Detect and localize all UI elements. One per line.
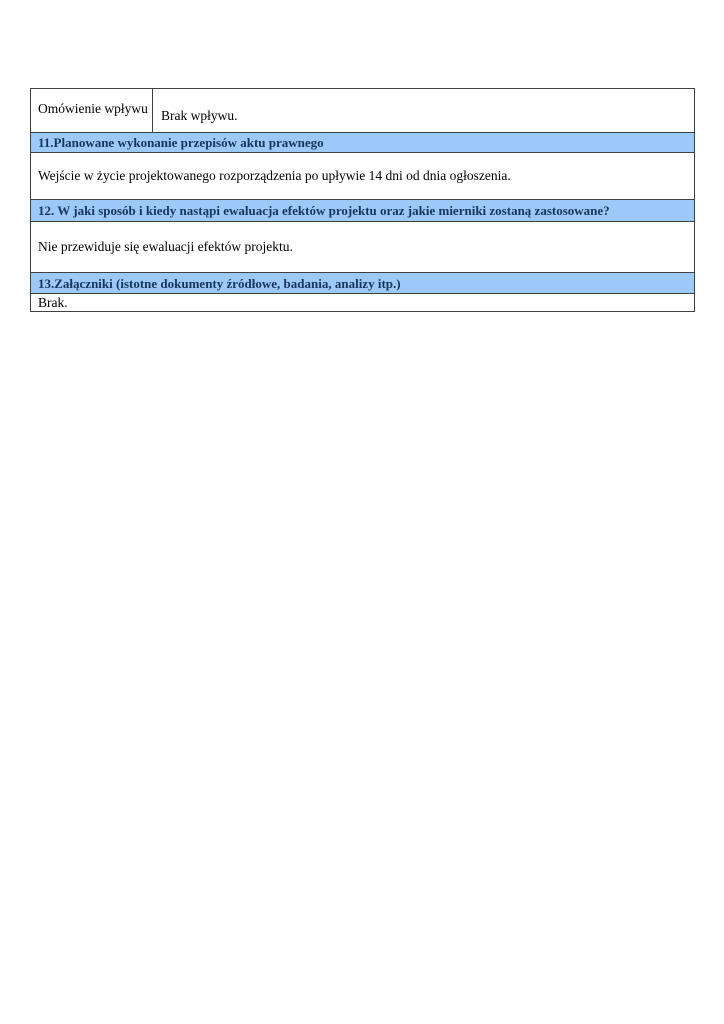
section-11-header [31, 132, 694, 152]
impact-label: Omówienie wpływu [38, 101, 148, 116]
section-11-body-text: Wejście w życie projektowanego rozporządzenia po upływie 14 dni od dnia ogłoszenia. [38, 168, 511, 183]
section-11-body [31, 152, 694, 199]
impact-discussion-row [31, 89, 694, 132]
section-13-body-text: Brak. [38, 295, 68, 310]
section-12-header [31, 199, 694, 221]
impact-value-cell [153, 89, 694, 132]
section-12-header-text: 12. W jaki sposób i kiedy nastąpi ewaluacja efektów projektu oraz jakie mierniki zostaną zastosowane? [38, 203, 610, 218]
section-12-body [31, 221, 694, 272]
section-12-body-text: Nie przewiduje się ewaluacji efektów projektu. [38, 239, 293, 254]
section-13-body [31, 293, 694, 311]
section-11-header-text: 11.Planowane wykonanie przepisów aktu prawnego [38, 135, 324, 150]
section-13-header-text: 13.Załączniki (istotne dokumenty źródłowe, badania, analizy itp.) [38, 275, 401, 291]
section-13-header [31, 272, 694, 293]
impact-label-cell [31, 89, 153, 132]
impact-value: Brak wpływu. [161, 108, 238, 123]
osr-form-table [30, 88, 695, 312]
